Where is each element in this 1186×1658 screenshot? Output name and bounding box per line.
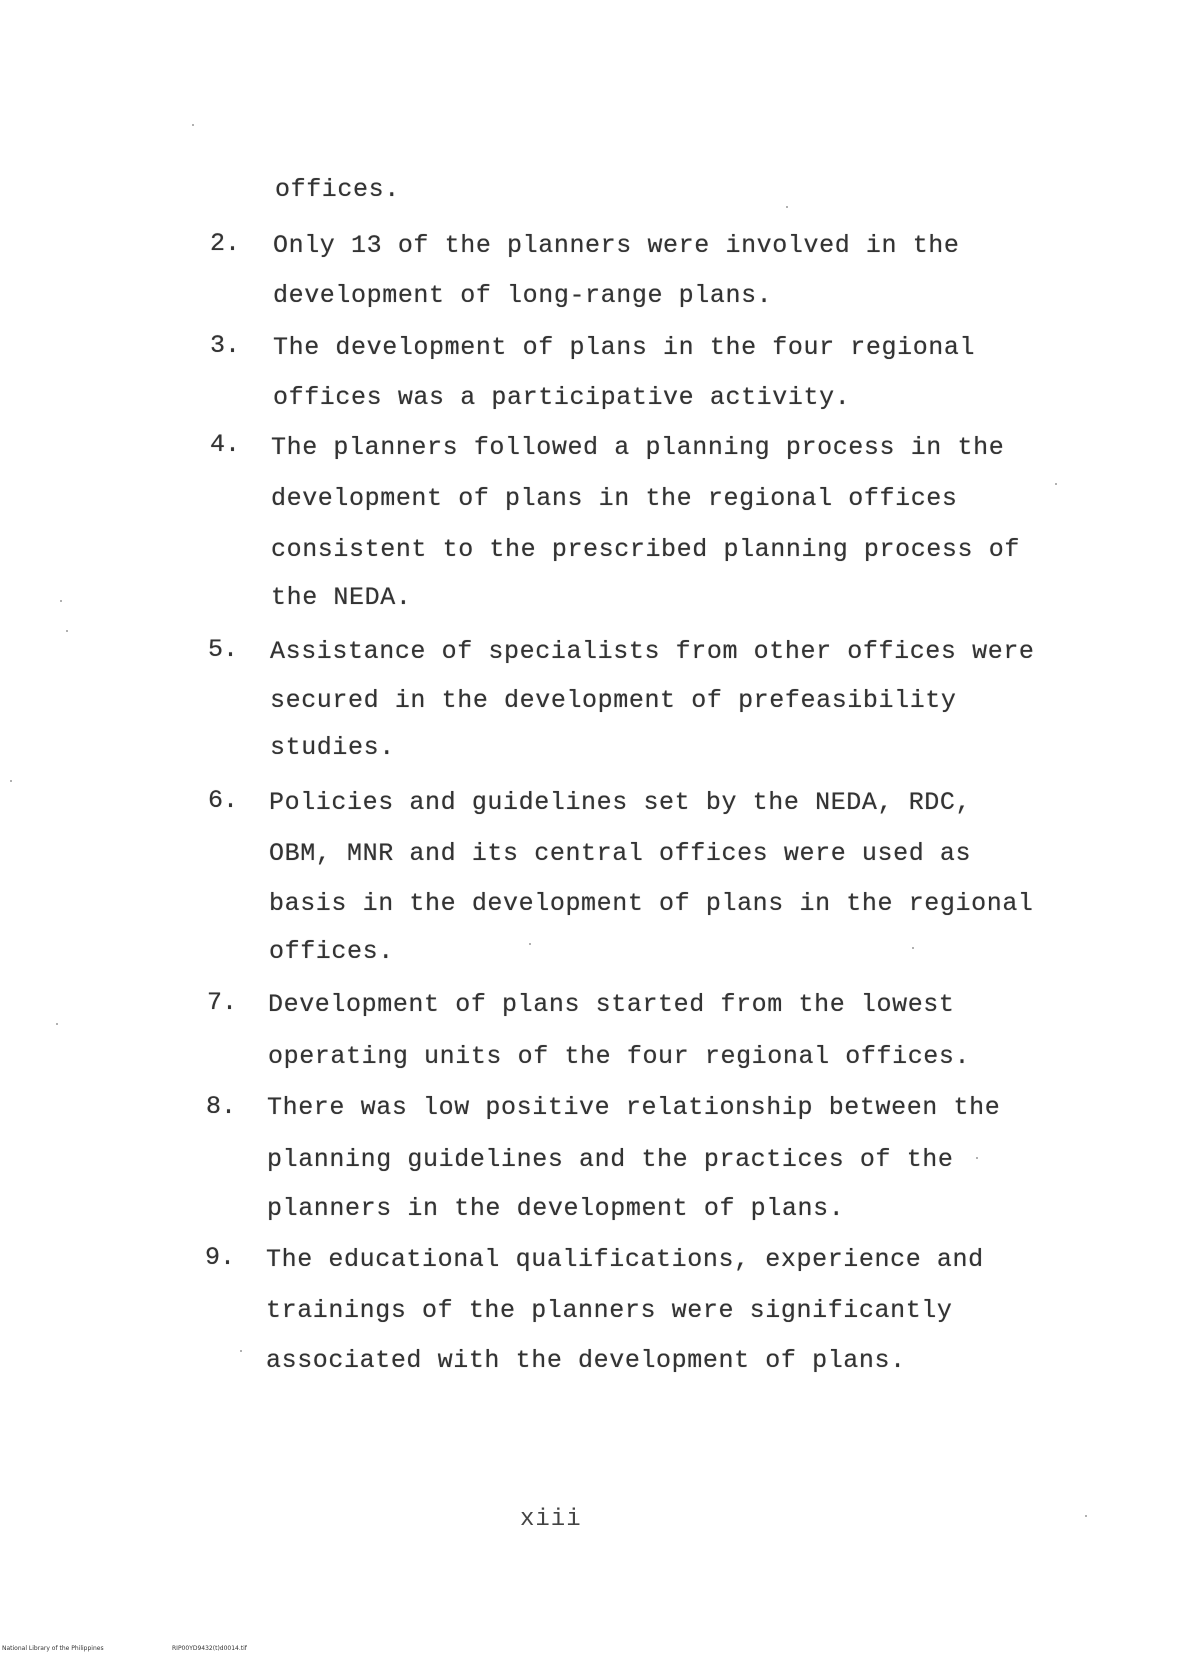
scan-speck xyxy=(192,124,194,126)
item-line: The development of plans in the four regional xyxy=(273,333,976,362)
item-line: Only 13 of the planners were involved in the xyxy=(273,231,960,260)
item-line: development of long-range plans. xyxy=(273,281,773,310)
item-line: offices was a participative activity. xyxy=(273,383,851,412)
scan-speck xyxy=(912,947,914,949)
item-line: secured in the development of prefeasibility xyxy=(270,686,957,715)
scan-speck xyxy=(529,943,531,945)
scan-speck xyxy=(240,1350,242,1352)
item-line: associated with the development of plans. xyxy=(266,1346,906,1375)
item-line: the NEDA. xyxy=(271,583,412,612)
item-line: Policies and guidelines set by the NEDA, RDC, xyxy=(269,788,972,817)
scan-speck xyxy=(976,1157,978,1159)
item-number: 6. xyxy=(208,786,239,815)
item-line: OBM, MNR and its central offices were used as xyxy=(269,839,972,868)
item-number: 9. xyxy=(205,1243,236,1272)
item-number: 8. xyxy=(206,1092,237,1121)
item-line: The educational qualifications, experience and xyxy=(266,1245,984,1274)
footer-library-label: National Library of the Philippines xyxy=(2,1645,104,1652)
item-line: development of plans in the regional offices xyxy=(271,484,958,513)
scan-speck xyxy=(1085,1515,1087,1517)
item-number: 5. xyxy=(208,635,239,664)
item-line: studies. xyxy=(270,733,395,762)
item-line: Assistance of specialists from other offices were xyxy=(270,637,1035,666)
item-line: Development of plans started from the lowest xyxy=(268,990,955,1019)
footer-file-id: RIP00YD9432(t)d0014.tif xyxy=(172,1645,247,1652)
item-line: operating units of the four regional offices. xyxy=(268,1042,971,1071)
item-number: 4. xyxy=(210,430,241,459)
scan-speck xyxy=(60,600,62,602)
page-number: xiii xyxy=(520,1506,582,1533)
item-line: planners in the development of plans. xyxy=(267,1194,845,1223)
scan-speck xyxy=(10,780,12,782)
scan-speck xyxy=(56,1023,58,1025)
item-number: 7. xyxy=(207,988,238,1017)
item-line: There was low positive relationship between the xyxy=(267,1093,1001,1122)
item-line: trainings of the planners were significantly xyxy=(266,1296,953,1325)
scan-speck xyxy=(66,630,68,632)
item-line: The planners followed a planning process in the xyxy=(271,433,1005,462)
item-line: basis in the development of plans in the regional xyxy=(269,889,1034,918)
item-number: 2. xyxy=(210,229,241,258)
item-line: offices. xyxy=(269,937,394,966)
item-line: planning guidelines and the practices of the xyxy=(267,1145,954,1174)
scan-speck xyxy=(1055,483,1057,485)
continuation-line: offices. xyxy=(275,175,400,204)
scan-speck xyxy=(786,206,788,208)
item-number: 3. xyxy=(210,331,241,360)
item-line: consistent to the prescribed planning process of xyxy=(271,535,1020,564)
